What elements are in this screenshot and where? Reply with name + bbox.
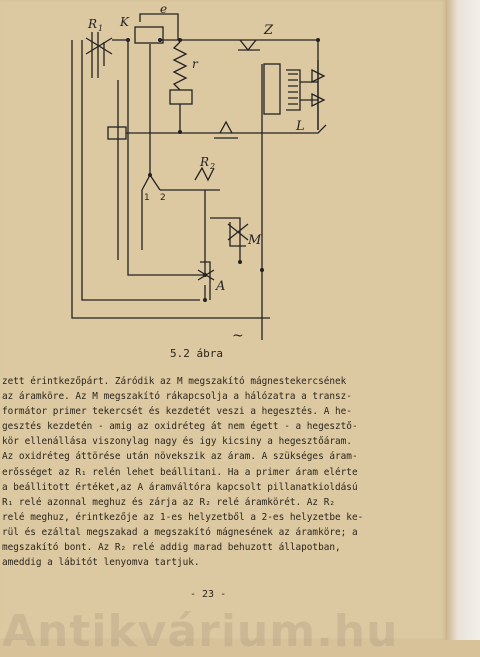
pedal-l-box	[108, 127, 126, 139]
label-ac: ~	[232, 328, 244, 344]
label-r2-sub: 2	[210, 162, 216, 171]
body-line: zett érintkezőpárt. Záródik az M megszakító mágnestekercsének	[2, 376, 347, 387]
body-text	[0, 374, 446, 570]
body-line: a beállitott értéket,az A áramváltóra kapcsolt pillanatkioldású	[2, 481, 358, 493]
contactor-m-coil	[228, 224, 248, 240]
body-line: Az oxidréteg áttörése után növekszik az áram. A szükséges áram-	[2, 451, 358, 463]
label-r: r	[192, 57, 198, 71]
figure-caption: 5.2 ábra	[170, 347, 223, 360]
label-m: M	[248, 233, 262, 248]
contactor-m-wire	[210, 218, 240, 262]
label-k: K	[120, 15, 129, 29]
label-a: A	[216, 279, 226, 294]
junction-dots	[126, 38, 320, 302]
body-line: erősséget az R₁ relén lehet beállitani. Ha a primer áram elérte	[2, 466, 358, 478]
body-line: kör ellenállása viszonylag nagy és igy kicsiny a hegesztőáram.	[2, 436, 352, 448]
spring-base	[170, 90, 192, 104]
body-line: gesztés kezdetén - amig az oxidréteg át nem égett - a hegesztő-	[2, 421, 358, 433]
label-z: Z	[264, 23, 274, 38]
transformer-core	[264, 64, 280, 114]
body-line: az áramköre. Az M megszakító rákapcsolja a hálózatra a transz-	[2, 391, 352, 403]
circuit-diagram	[0, 0, 446, 345]
body-line: R₁ relé azonnal meghuz és zárja az R₂ relé áramkörét. Az R₂	[2, 496, 336, 508]
relay-r2-switch	[142, 175, 160, 190]
left-inner-wire	[82, 40, 200, 300]
label-pos-2: 2	[160, 193, 166, 203]
lever-pivot-z	[240, 40, 256, 50]
body-line: megszakító bont. Az R₂ relé addig marad behuzott állapotban,	[2, 542, 341, 554]
label-r2: R	[200, 155, 210, 169]
label-pos-1: 1	[144, 193, 150, 203]
relay-r1-coil	[92, 32, 98, 78]
body-line: ameddig a lábitót lenyomva tartjuk.	[2, 557, 200, 569]
body-line: relé meghuz, érintkezője az 1-es helyzetből a 2-es helyzetbe ke-	[2, 511, 364, 523]
mid-wire-1	[112, 40, 205, 275]
watermark-text: Antikvárium.hu	[2, 606, 399, 657]
body-line: rül és ezáltal megszakad a megszakító mágnesének az áramköre; a	[2, 526, 358, 538]
label-r1-sub: 1	[98, 24, 104, 33]
label-l: L	[296, 119, 305, 134]
page-edge	[446, 0, 480, 640]
spring-r	[174, 42, 186, 90]
relay-r1-contact	[86, 38, 112, 54]
label-r1: R	[88, 17, 98, 31]
body-line: formátor primer tekercsét és kezdetét veszi a hegesztés. A he-	[2, 406, 352, 418]
label-e: e	[160, 2, 168, 16]
page-number: - 23 -	[190, 589, 227, 600]
left-outer-wire	[72, 40, 270, 318]
secondary-wires	[300, 82, 318, 100]
